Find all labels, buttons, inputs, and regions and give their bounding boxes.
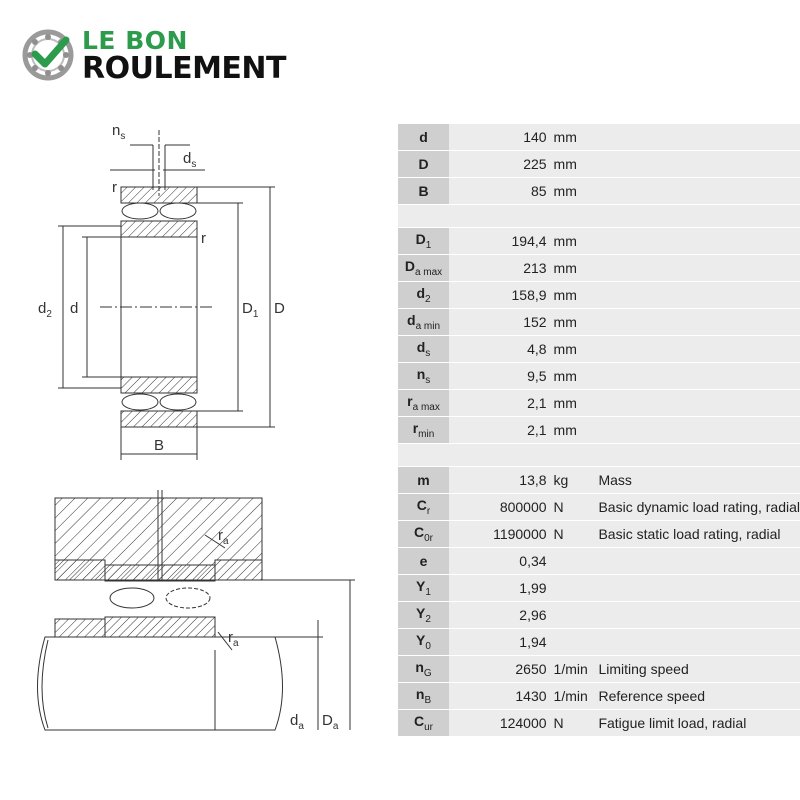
label-D1: $D_1$ xyxy=(242,300,259,320)
spec-row xyxy=(398,521,800,548)
label-d2: $d_2$ xyxy=(38,300,52,320)
spec-symbol: $d_{a min}$ xyxy=(398,309,449,336)
spec-row xyxy=(398,124,800,151)
label-r-top: r xyxy=(112,179,117,196)
spec-description xyxy=(592,228,800,255)
spec-row xyxy=(398,363,800,390)
spec-symbol: $n_B$ xyxy=(398,683,449,710)
spec-symbol: $Y_0$ xyxy=(398,629,449,656)
spec-description xyxy=(592,602,800,629)
spec-value: 1,99 xyxy=(449,575,551,602)
spec-value: 225 xyxy=(449,151,551,178)
spec-symbol: $C_{0r}$ xyxy=(398,521,449,548)
spec-description: Fatigue limit load, radial xyxy=(592,710,800,737)
spec-unit: N xyxy=(551,521,593,548)
spec-unit: 1/min xyxy=(551,656,593,683)
label-r-inner: r xyxy=(201,230,206,247)
spec-row xyxy=(398,683,800,710)
spec-symbol: m xyxy=(398,467,449,494)
spec-row xyxy=(398,309,800,336)
spec-symbol: $r_{min}$ xyxy=(398,417,449,444)
spec-value: 152 xyxy=(449,309,551,336)
spec-value: 0,34 xyxy=(449,548,551,575)
spec-symbol: $d_2$ xyxy=(398,282,449,309)
spec-unit: mm xyxy=(551,417,593,444)
label-ra-top: $r_a$ xyxy=(218,527,229,547)
spec-description: Basic dynamic load rating, radial xyxy=(592,494,800,521)
label-da: $d_a$ xyxy=(290,712,304,732)
spec-description xyxy=(592,178,800,205)
spec-row xyxy=(398,255,800,282)
spec-value: 800000 xyxy=(449,494,551,521)
spec-symbol: $n_s$ xyxy=(398,363,449,390)
label-ra-bottom: $r_a$ xyxy=(228,629,239,649)
spec-value: 9,5 xyxy=(449,363,551,390)
spec-description xyxy=(592,309,800,336)
spec-description xyxy=(592,282,800,309)
spec-symbol: $D_{a max}$ xyxy=(398,255,449,282)
spec-row xyxy=(398,228,800,255)
label-B: B xyxy=(154,437,165,454)
spec-symbol: $D_1$ xyxy=(398,228,449,255)
spec-spacer xyxy=(398,205,800,228)
label-D: D xyxy=(274,300,285,317)
spec-description: Mass xyxy=(592,467,800,494)
spec-description xyxy=(592,629,800,656)
label-ns: $n_s$ xyxy=(112,122,126,142)
spec-value: 2,1 xyxy=(449,390,551,417)
spec-value: 2,96 xyxy=(449,602,551,629)
spec-unit xyxy=(551,548,593,575)
spec-unit xyxy=(551,602,593,629)
spec-row xyxy=(398,548,800,575)
spec-symbol: D xyxy=(398,151,449,178)
spec-description xyxy=(592,548,800,575)
spec-unit: mm xyxy=(551,255,593,282)
spec-table xyxy=(398,124,800,737)
spec-row xyxy=(398,178,800,205)
spec-value: 85 xyxy=(449,178,551,205)
spec-value: 213 xyxy=(449,255,551,282)
spec-row xyxy=(398,602,800,629)
spec-symbol: $n_G$ xyxy=(398,656,449,683)
spec-symbol: $Y_1$ xyxy=(398,575,449,602)
spec-unit xyxy=(551,575,593,602)
spec-spacer-row xyxy=(398,444,800,467)
spec-row xyxy=(398,575,800,602)
spec-value: 2,1 xyxy=(449,417,551,444)
spec-symbol: $Y_2$ xyxy=(398,602,449,629)
spec-unit: mm xyxy=(551,309,593,336)
spec-symbol: B xyxy=(398,178,449,205)
spec-value: 4,8 xyxy=(449,336,551,363)
logo-line2: ROULEMENT xyxy=(82,51,286,86)
spec-description xyxy=(592,151,800,178)
spec-spacer-row xyxy=(398,205,800,228)
spec-symbol: $C_r$ xyxy=(398,494,449,521)
spec-symbol: $r_{a max}$ xyxy=(398,390,449,417)
spec-unit xyxy=(551,629,593,656)
spec-row xyxy=(398,336,800,363)
spec-unit: mm xyxy=(551,390,593,417)
spec-value: 1,94 xyxy=(449,629,551,656)
spec-row xyxy=(398,417,800,444)
spec-unit: mm xyxy=(551,151,593,178)
spec-description xyxy=(592,363,800,390)
spec-unit: mm xyxy=(551,228,593,255)
spec-description xyxy=(592,417,800,444)
label-Da: $D_a$ xyxy=(322,712,339,732)
mounting-drawing xyxy=(38,490,356,730)
spec-row xyxy=(398,151,800,178)
spec-row xyxy=(398,494,800,521)
spec-value: 124000 xyxy=(449,710,551,737)
spec-row xyxy=(398,656,800,683)
spec-unit: mm xyxy=(551,282,593,309)
spec-unit: N xyxy=(551,494,593,521)
spec-value: 1190000 xyxy=(449,521,551,548)
spec-description: Limiting speed xyxy=(592,656,800,683)
spec-unit: N xyxy=(551,710,593,737)
bearing-section-drawing xyxy=(58,130,275,460)
spec-unit: mm xyxy=(551,124,593,151)
spec-row xyxy=(398,629,800,656)
logo-line1: LE BON xyxy=(82,26,188,55)
spec-row xyxy=(398,467,800,494)
spec-unit: 1/min xyxy=(551,683,593,710)
spec-spacer xyxy=(398,444,800,467)
spec-symbol: $d_s$ xyxy=(398,336,449,363)
spec-description xyxy=(592,336,800,363)
label-d: d xyxy=(70,300,79,317)
spec-unit: kg xyxy=(551,467,593,494)
spec-description: Reference speed xyxy=(592,683,800,710)
spec-description xyxy=(592,124,800,151)
spec-symbol: e xyxy=(398,548,449,575)
spec-row xyxy=(398,390,800,417)
spec-description xyxy=(592,390,800,417)
spec-unit: mm xyxy=(551,363,593,390)
spec-description xyxy=(592,255,800,282)
spec-value: 158,9 xyxy=(449,282,551,309)
spec-value: 13,8 xyxy=(449,467,551,494)
spec-value: 1430 xyxy=(449,683,551,710)
spec-row xyxy=(398,282,800,309)
spec-value: 140 xyxy=(449,124,551,151)
spec-symbol: d xyxy=(398,124,449,151)
label-ds: $d_s$ xyxy=(183,150,197,170)
spec-unit: mm xyxy=(551,178,593,205)
spec-description: Basic static load rating, radial xyxy=(592,521,800,548)
spec-symbol: $C_{ur}$ xyxy=(398,710,449,737)
spec-value: 194,4 xyxy=(449,228,551,255)
spec-row xyxy=(398,710,800,737)
spec-unit: mm xyxy=(551,336,593,363)
spec-description xyxy=(592,575,800,602)
spec-value: 2650 xyxy=(449,656,551,683)
